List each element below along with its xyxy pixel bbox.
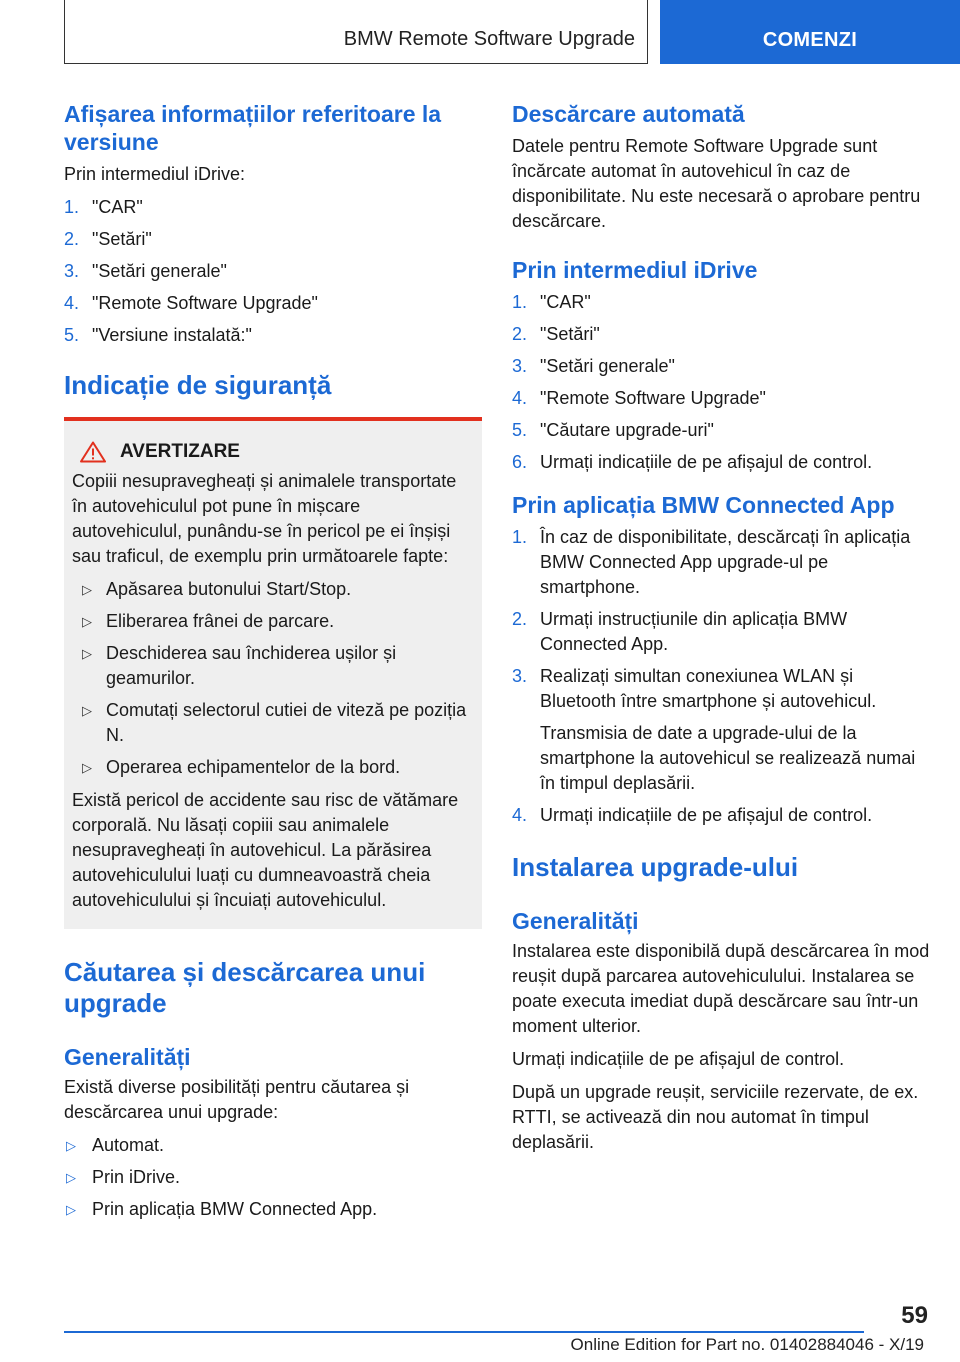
triangle-right-icon: ▷ xyxy=(82,703,92,718)
list-item: ▷ Deschiderea sau închiderea ușilor și geamurilor. xyxy=(82,643,397,688)
list-item: ▷ Prin aplicația BMW Connected App. xyxy=(64,1197,482,1222)
warning-end-text: Există pericol de accidente sau risc de vătămare corporală. Nu lăsați copiii sau animalele nesupravegheați în autovehicul. La părăsirea autovehiculului luați cu dumneavoastră cheia autovehiculului și încuiați autovehiculul. xyxy=(72,790,459,910)
left-column xyxy=(64,100,482,1230)
section-heading-app: Prin aplicația BMW Connected App xyxy=(512,492,895,518)
warning-bullets xyxy=(72,577,474,780)
auto-download-text: Datele pentru Remote Software Upgrade sunt încărcate automat în autovehicul în caz de disponibilitate. Nu este necesară o aprobare pentru descărcare. xyxy=(512,136,921,231)
list-item: ▷ Automat. xyxy=(64,1133,482,1158)
list-item: 3. "Setări generale" xyxy=(64,261,227,281)
footer-divider xyxy=(64,1331,864,1333)
version-steps xyxy=(64,195,482,348)
idrive-steps xyxy=(512,290,932,475)
page-number: 59 xyxy=(901,1302,928,1329)
list-item: ▷ Eliberarea frânei de parcare. xyxy=(72,609,474,634)
subheading-search-general: Generalități xyxy=(64,1044,191,1070)
list-item: ▷ Comutați selectorul cutiei de viteză pe poziția N. xyxy=(82,700,467,745)
app-steps xyxy=(512,525,932,828)
subheading-install-general: Generalități xyxy=(512,908,639,934)
list-item: 1. "CAR" xyxy=(512,292,591,312)
app-step3-note: Transmisia de date a upgrade-ului de la smartphone la autovehicul se realizează numai în timpul deplasării. xyxy=(540,723,916,793)
footer-edition: Online Edition for Part no. 01402884046 - X/19 xyxy=(570,1335,924,1354)
warning-text: Copiii nesupravegheați și animalele transportate în autovehiculul pot pune în mișcare autovehiculul, punându-se în pericol pe ei înșiși sau traficul, de exemplu prin următoarele fapte: xyxy=(72,471,457,566)
triangle-right-icon: ▷ xyxy=(66,1202,76,1217)
warning-title-row xyxy=(80,441,474,463)
section-tab-label: COMENZI xyxy=(762,29,858,51)
list-item: 1. "CAR" xyxy=(64,197,143,217)
header-title: BMW Remote Software Upgrade xyxy=(343,28,635,50)
install-text-2: Urmați indicațiile de pe afișajul de control. xyxy=(512,1049,845,1069)
list-item: 2. "Setări" xyxy=(512,324,600,344)
triangle-right-icon: ▷ xyxy=(66,1170,76,1185)
list-item: 5. "Versiune instalată:" xyxy=(64,325,252,345)
list-item: ▷ Operarea echipamentelor de la bord. xyxy=(72,755,474,780)
list-item: 3. Realizați simultan conexiunea WLAN și Bluetooth între smartphone și autovehicul. Transmisia de date a upgrade-ului de la smartphone la autovehicul se realizează numai în timpul deplasării. xyxy=(512,664,932,796)
header-title-box xyxy=(64,0,648,64)
list-item: 4. Urmați indicațiile de pe afișajul de control. xyxy=(512,805,873,825)
list-item: 3. "Setări generale" xyxy=(512,356,675,376)
list-item: ▷ Prin iDrive. xyxy=(64,1165,482,1190)
list-item: 1. În caz de disponibilitate, descărcați în aplicația BMW Connected App upgrade-ul pe smartphone. xyxy=(512,527,911,597)
triangle-right-icon: ▷ xyxy=(82,614,92,629)
list-item: 2. Urmați instrucțiunile din aplicația BMW Connected App. xyxy=(512,609,848,654)
warning-triangle-icon xyxy=(80,441,106,463)
page-header xyxy=(0,0,960,66)
section-heading-auto-download: Descărcare automată xyxy=(512,101,745,127)
section-tab-comenzi[interactable] xyxy=(660,0,960,64)
right-column xyxy=(512,100,932,1163)
triangle-right-icon: ▷ xyxy=(82,582,92,597)
warning-box xyxy=(64,417,482,929)
triangle-right-icon: ▷ xyxy=(82,646,92,661)
section-heading-install: Instalarea upgrade-ului xyxy=(512,852,799,882)
install-text-3: După un upgrade reușit, serviciile rezervate, de ex. RTTI, se activează din nou automat în timpul deplasării. xyxy=(512,1082,919,1152)
list-item: 2. "Setări" xyxy=(64,229,152,249)
version-intro: Prin intermediul iDrive: xyxy=(64,164,246,184)
section-heading-search: Căutarea și descărcarea unui upgrade xyxy=(64,957,426,1018)
section-heading-version: Afișarea informațiilor referitoare la versiune xyxy=(64,101,442,155)
section-heading-idrive: Prin intermediul iDrive xyxy=(512,257,758,283)
triangle-right-icon: ▷ xyxy=(82,760,92,775)
list-item: 4. "Remote Software Upgrade" xyxy=(512,388,766,408)
list-item: 6. Urmați indicațiile de pe afișajul de control. xyxy=(512,452,873,472)
warning-title: AVERTIZARE xyxy=(120,441,240,462)
list-item: ▷ Apăsarea butonului Start/Stop. xyxy=(72,577,474,602)
search-intro: Există diverse posibilități pentru căutarea și descărcarea unui upgrade: xyxy=(64,1077,410,1122)
triangle-right-icon: ▷ xyxy=(66,1138,76,1153)
install-text-1: Instalarea este disponibilă după descărcarea în mod reușit după parcarea autovehiculului. Instalarea se poate executa imediat după descărcare sau într-un moment ulterior. xyxy=(512,941,930,1036)
list-item: 5. "Căutare upgrade-uri" xyxy=(512,420,714,440)
section-heading-safety: Indicație de siguranță xyxy=(64,370,332,400)
list-item: 4. "Remote Software Upgrade" xyxy=(64,293,318,313)
search-bullets xyxy=(64,1133,482,1222)
